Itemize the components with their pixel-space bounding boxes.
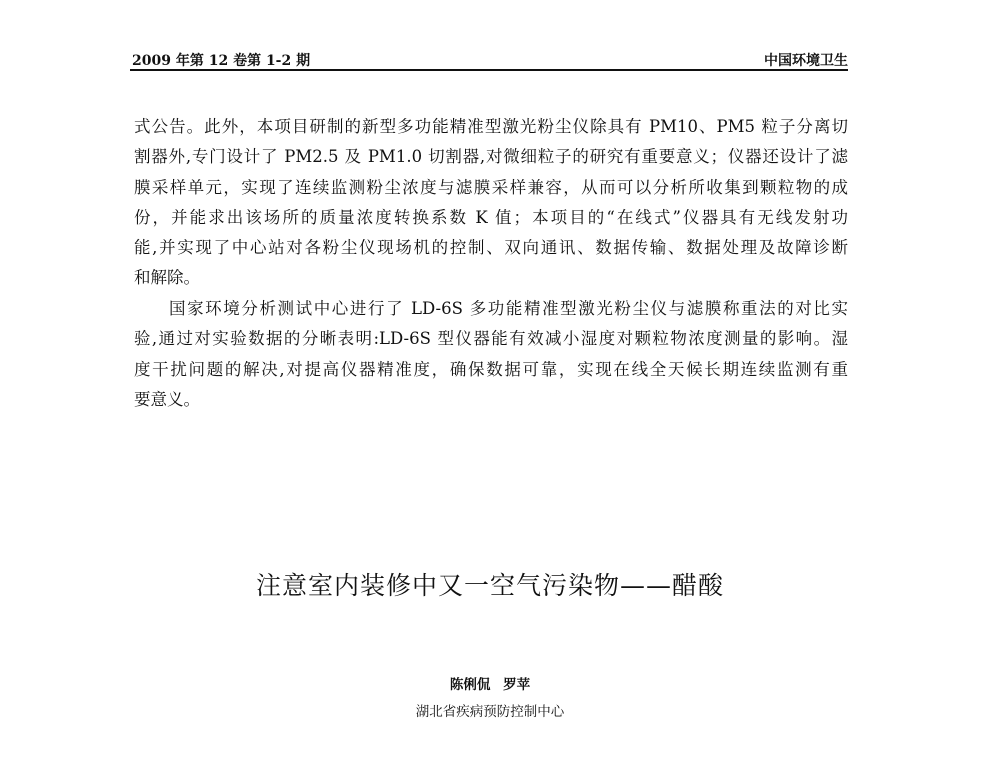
header-rule (130, 69, 848, 71)
article-affiliation: 湖北省疾病预防控制中心 (415, 704, 565, 720)
journal-issue: 2009 年第 12 卷第 1-2 期 (132, 53, 311, 69)
text-line: 验,通过对实验数据的分晰表明:LD-6S 型仪器能有效减小湿度对颗粒物浓度测量的影响。湿 (134, 329, 848, 349)
paragraph-1 (134, 112, 848, 294)
text-line: 和解除。 (134, 268, 200, 288)
text-line: 国家环境分析测试中心进行了 LD-6S 多功能精准型激光粉尘仪与滤膜称重法的对比实 (169, 299, 848, 318)
article-authors: 陈俐侃 罗苹 (449, 677, 531, 693)
text-line: 度干扰问题的解决,对提高仪器精准度，确保数据可靠，实现在线全天候长期连续监测有重 (134, 359, 848, 379)
text-line: 份，并能求出该场所的质量浓度转换系数 K 值；本项目的“在线式”仪器具有无线发射功 (134, 207, 848, 227)
text-line: 膜采样单元，实现了连续监测粉尘浓度与滤膜采样兼容，从而可以分析所收集到颗粒物的成 (134, 177, 848, 197)
article-title: 注意室内装修中又一空气污染物——醋酸 (255, 571, 724, 600)
text-line: 式公告。此外，本项目研制的新型多功能精准型激光粉尘仪除具有 PM10、PM5 粒子分离切 (134, 117, 848, 136)
text-line: 要意义。 (134, 389, 200, 409)
journal-name: 中国环境卫生 (764, 53, 848, 69)
paragraph-2 (134, 294, 848, 415)
text-line: 割器外,专门设计了 PM2.5 及 PM1.0 切割器,对微细粒子的研究有重要意义；仪器还设计了滤 (134, 147, 848, 167)
text-line: 能,并实现了中心站对各粉尘仪现场机的控制、双向通讯、数据传输、数据处理及故障诊断 (134, 238, 848, 258)
